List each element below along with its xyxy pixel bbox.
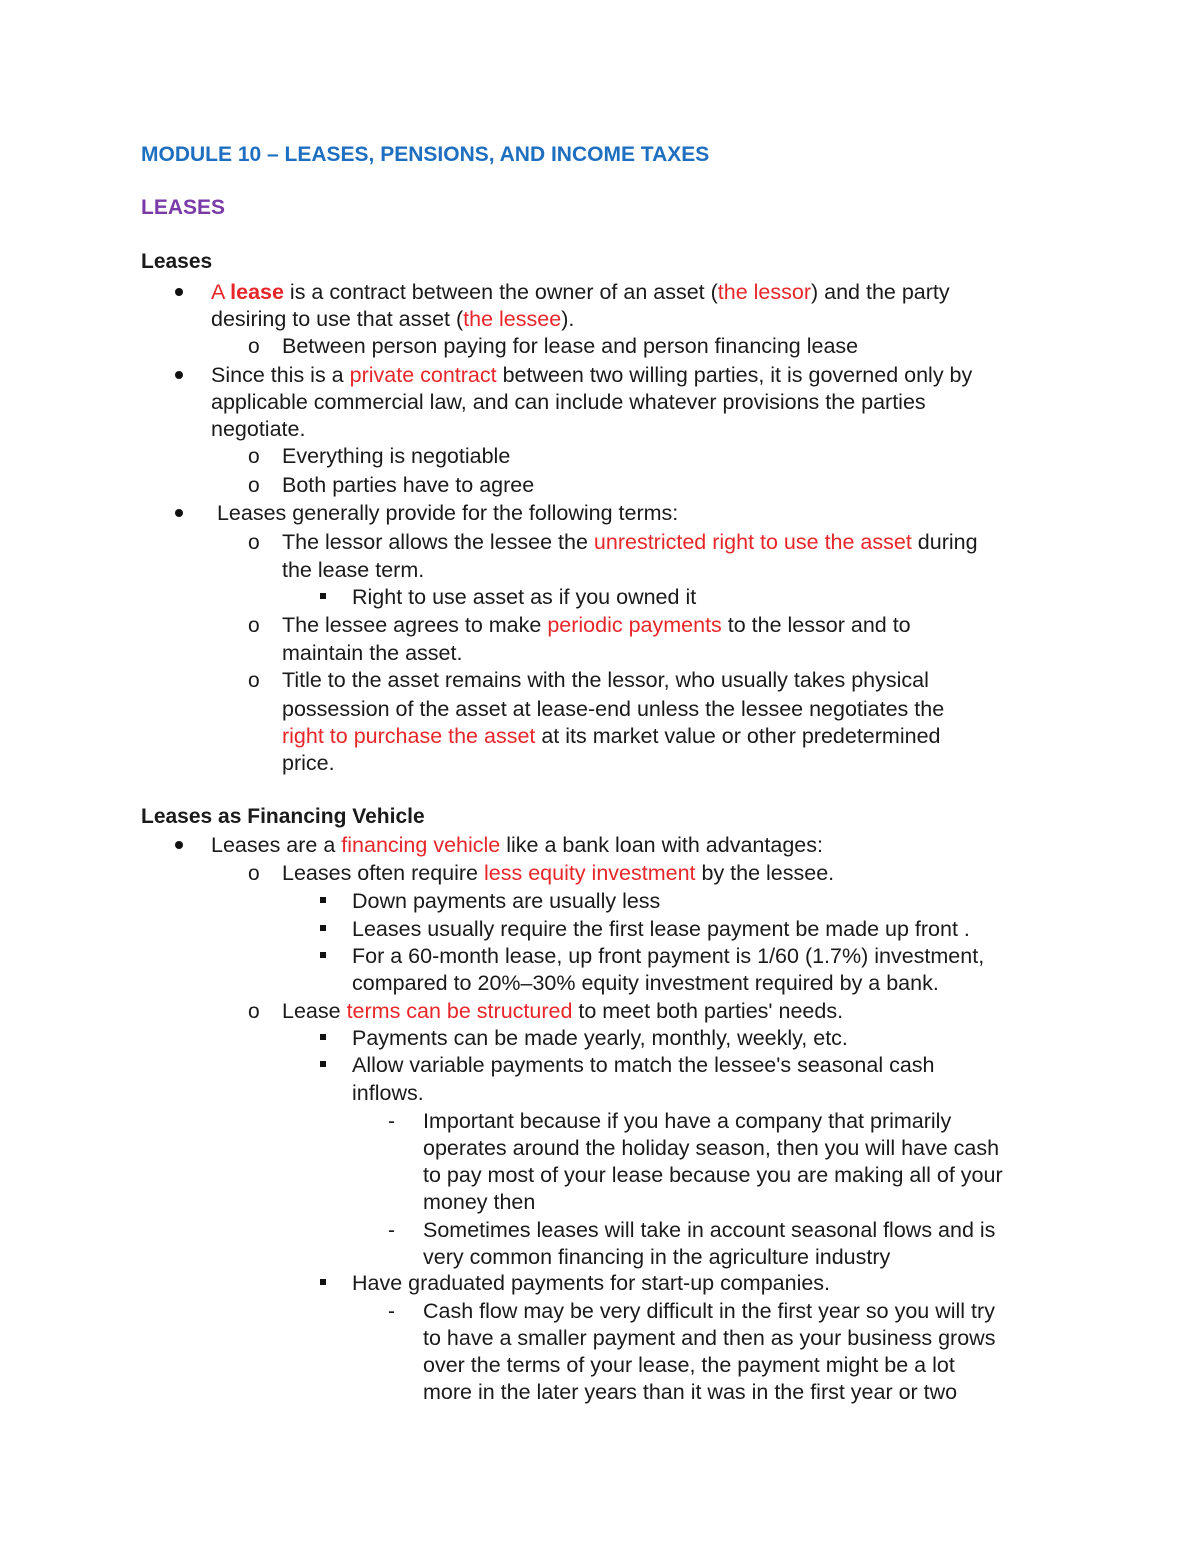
list-item: A lease is a contract between the owner of an asset (the lessor) and the party	[211, 280, 950, 304]
bullet-o-icon: o	[248, 445, 260, 468]
list-item-cont: to pay most of your lease because you are making all of your	[423, 1163, 1003, 1187]
list-item-cont: right to purchase the asset at its market value or other predetermined	[282, 724, 941, 748]
list-item: Both parties have to agree	[282, 473, 535, 497]
bullet-square-icon	[320, 1279, 326, 1285]
bullet-square-icon	[320, 925, 326, 931]
list-item: Payments can be made yearly, monthly, weekly, etc.	[352, 1026, 848, 1050]
list-item-cont: applicable commercial law, and can include whatever provisions the parties	[211, 390, 926, 414]
list-item: Down payments are usually less	[352, 889, 661, 913]
bullet-dot-icon	[175, 509, 183, 517]
bullet-dot-icon	[175, 288, 183, 296]
bullet-square-icon	[320, 1034, 326, 1040]
list-item: For a 60-month lease, up front payment is 1/60 (1.7%) investment,	[352, 944, 985, 968]
list-item-cont: inflows.	[352, 1081, 424, 1105]
subheading-leases: Leases	[141, 250, 213, 273]
list-item-cont: more in the later years than it was in the first year or two	[423, 1380, 958, 1404]
subheading-financing-vehicle: Leases as Financing Vehicle	[141, 805, 425, 828]
list-item: Important because if you have a company that primarily	[423, 1109, 952, 1133]
bullet-o-icon: o	[248, 1000, 260, 1023]
list-item-cont: price.	[282, 751, 335, 775]
list-item: Since this is a private contract between two willing parties, it is governed only by	[211, 363, 973, 387]
bullet-square-icon	[320, 897, 326, 903]
section-heading-leases: LEASES	[141, 196, 226, 219]
bullet-dot-icon	[175, 371, 183, 379]
list-item: Lease terms can be structured to meet both parties' needs.	[282, 999, 844, 1023]
list-item: Have graduated payments for start-up companies.	[352, 1271, 831, 1295]
bullet-o-icon: o	[248, 335, 260, 358]
bullet-o-icon: o	[248, 862, 260, 885]
list-item-cont: the lease term.	[282, 558, 425, 582]
bullet-o-icon: o	[248, 531, 260, 554]
bullet-square-icon	[320, 952, 326, 958]
list-item: Leases generally provide for the following terms:	[211, 501, 679, 525]
list-item: The lessor allows the lessee the unrestricted right to use the asset during	[282, 530, 978, 554]
bullet-square-icon	[320, 593, 326, 599]
list-item: Everything is negotiable	[282, 444, 511, 468]
list-item-cont: over the terms of your lease, the payment might be a lot	[423, 1353, 955, 1377]
list-item: Leases often require less equity investment by the lessee.	[282, 861, 835, 885]
list-item: The lessee agrees to make periodic payments to the lessor and to	[282, 613, 911, 637]
bullet-o-icon: o	[248, 474, 260, 497]
list-item: Title to the asset remains with the lessor, who usually takes physical	[282, 668, 929, 692]
list-item-cont: very common financing in the agriculture industry	[423, 1245, 891, 1269]
bullet-square-icon	[320, 1061, 326, 1067]
list-item-cont: compared to 20%–30% equity investment required by a bank.	[352, 971, 939, 995]
bullet-dash-icon: -	[388, 1110, 395, 1133]
list-item: Between person paying for lease and person financing lease	[282, 334, 859, 358]
list-item-cont: desiring to use that asset (the lessee).	[211, 307, 575, 331]
list-item: Allow variable payments to match the lessee's seasonal cash	[352, 1053, 935, 1077]
list-item: Leases usually require the first lease payment be made up front .	[352, 917, 970, 941]
list-item: Sometimes leases will take in account seasonal flows and is	[423, 1218, 996, 1242]
list-item: Right to use asset as if you owned it	[352, 585, 697, 609]
bullet-dash-icon: -	[388, 1300, 395, 1323]
bullet-o-icon: o	[248, 669, 260, 692]
bullet-o-icon: o	[248, 614, 260, 637]
list-item-cont: possession of the asset at lease-end unless the lessee negotiates the	[282, 697, 945, 721]
list-item-cont: negotiate.	[211, 417, 306, 441]
module-title: MODULE 10 – LEASES, PENSIONS, AND INCOME TAXES	[141, 143, 710, 166]
bullet-dash-icon: -	[388, 1219, 395, 1242]
list-item: Cash flow may be very difficult in the first year so you will try	[423, 1299, 995, 1323]
bullet-dot-icon	[175, 841, 183, 849]
list-item-cont: money then	[423, 1190, 536, 1214]
list-item-cont: operates around the holiday season, then you will have cash	[423, 1136, 1000, 1160]
list-item-cont: maintain the asset.	[282, 641, 463, 665]
list-item-cont: to have a smaller payment and then as your business grows	[423, 1326, 996, 1350]
list-item: Leases are a financing vehicle like a bank loan with advantages:	[211, 833, 823, 857]
